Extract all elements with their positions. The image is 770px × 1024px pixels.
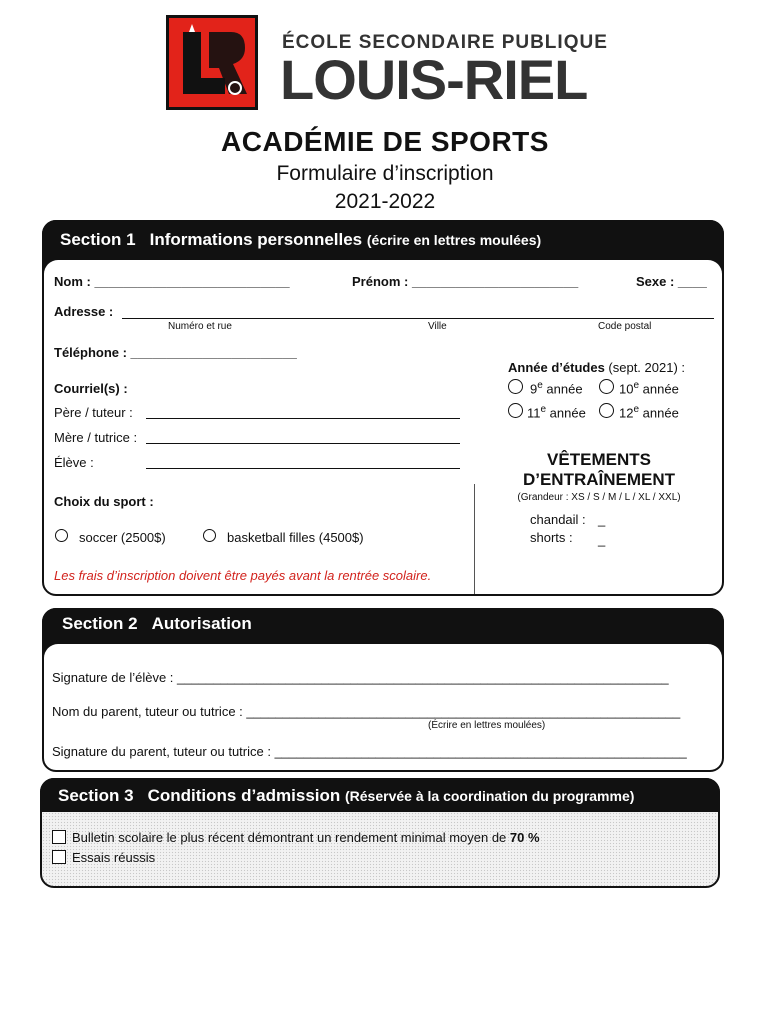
section-1-number: Section 1: [60, 230, 136, 249]
pere-line[interactable]: [146, 418, 460, 419]
grade-11-label: 11e année: [527, 404, 586, 421]
signature-parent-field[interactable]: Signature du parent, tuteur ou tutrice : _________________________________________________________: [52, 744, 687, 759]
pere-label: Père / tuteur :: [54, 405, 133, 420]
section-1-personal-info: [42, 220, 724, 596]
adresse-numero-caption: Numéro et rue: [168, 321, 232, 332]
shorts-label: shorts :: [530, 530, 573, 545]
section-1-body: [44, 260, 722, 594]
chandail-label: chandail :: [530, 512, 586, 527]
essais-label: Essais réussis: [72, 850, 156, 865]
signature-eleve-field[interactable]: Signature de l’élève : ____________________________________________________________________: [52, 670, 669, 685]
grade-11-radio[interactable]: [508, 403, 523, 418]
grade-12-label: 12e année: [619, 404, 679, 421]
section-2-title: Autorisation: [151, 614, 252, 633]
telephone-field[interactable]: Téléphone : _______________________: [54, 345, 297, 360]
nom-field[interactable]: Nom : ___________________________: [54, 274, 290, 289]
basketball-label: basketball filles (4500$): [227, 530, 364, 545]
grade-10-radio[interactable]: [599, 379, 614, 394]
vetements-title-1: VÊTEMENTS: [547, 450, 651, 469]
grade-9-label: 9e année: [530, 380, 583, 397]
page-title: ACADÉMIE DE SPORTS: [221, 126, 549, 157]
adresse-code-caption: Code postal: [598, 321, 652, 332]
page-subtitle: Formulaire d’inscription: [276, 162, 494, 185]
section-2-authorization: [42, 608, 724, 772]
grade-9-radio[interactable]: [508, 379, 523, 394]
school-name: LOUIS-RIEL: [280, 48, 588, 111]
section-1-header: [42, 220, 724, 262]
logo-emblem-icon: [169, 18, 255, 107]
mere-line[interactable]: [146, 443, 460, 444]
courriel-label: Courriel(s) :: [54, 381, 128, 396]
vetements-title-2: D’ENTRAÎNEMENT: [522, 470, 676, 489]
annee-label: Année d’études (sept. 2021) :: [508, 360, 686, 375]
section-3-note: (Réservée à la coordination du programme): [345, 788, 635, 804]
basketball-radio[interactable]: [203, 529, 216, 542]
section-2-number: Section 2: [62, 614, 138, 633]
adresse-ville-caption: Ville: [428, 321, 447, 332]
chandail-blank[interactable]: _: [598, 512, 606, 527]
soccer-radio[interactable]: [55, 529, 68, 542]
school-tagline: ÉCOLE SECONDAIRE PUBLIQUE: [282, 32, 608, 53]
shorts-blank[interactable]: _: [598, 532, 606, 547]
mere-label: Mère / tutrice :: [54, 430, 138, 445]
section-3-number: Section 3: [58, 786, 134, 805]
section-3-header: [40, 778, 720, 814]
nom-parent-field[interactable]: Nom du parent, tuteur ou tutrice : ____________________________________________________________: [52, 704, 681, 719]
adresse-label: Adresse :: [54, 304, 114, 319]
ecrire-note: (Écrire en lettres moulées): [428, 720, 546, 731]
sexe-field[interactable]: Sexe : ____: [636, 274, 707, 289]
section-1-title: Informations personnelles: [149, 230, 363, 249]
soccer-label: soccer (2500$): [79, 530, 166, 545]
bulletin-checkbox[interactable]: [52, 830, 66, 844]
section-3-body: [42, 812, 718, 886]
section-3-admission: [40, 778, 720, 888]
section-3-title: Conditions d’admission: [147, 786, 341, 805]
vertical-divider: [474, 484, 475, 594]
adresse-line[interactable]: [122, 318, 714, 319]
grade-12-radio[interactable]: [599, 403, 614, 418]
section-2-body: [44, 644, 722, 770]
eleve-line[interactable]: [146, 468, 460, 469]
grade-10-label: 10e année: [619, 380, 679, 397]
section-2-header: [42, 608, 724, 646]
frais-note: Les frais d’inscription doivent être payés avant la rentrée scolaire.: [54, 568, 432, 583]
eleve-label: Élève :: [54, 455, 94, 470]
prenom-field[interactable]: Prénom : _______________________: [352, 274, 579, 289]
essais-checkbox[interactable]: [52, 850, 66, 864]
school-year: 2021-2022: [334, 190, 436, 213]
choix-sport-label: Choix du sport :: [54, 494, 154, 509]
bulletin-label: Bulletin scolaire le plus récent démontrant un rendement minimal moyen de 70 %: [72, 830, 540, 845]
school-logo: [166, 15, 258, 110]
grandeur-note: (Grandeur : XS / S / M / L / XL / XXL): [517, 492, 681, 503]
section-1-note: (écrire en lettres moulées): [366, 232, 542, 248]
